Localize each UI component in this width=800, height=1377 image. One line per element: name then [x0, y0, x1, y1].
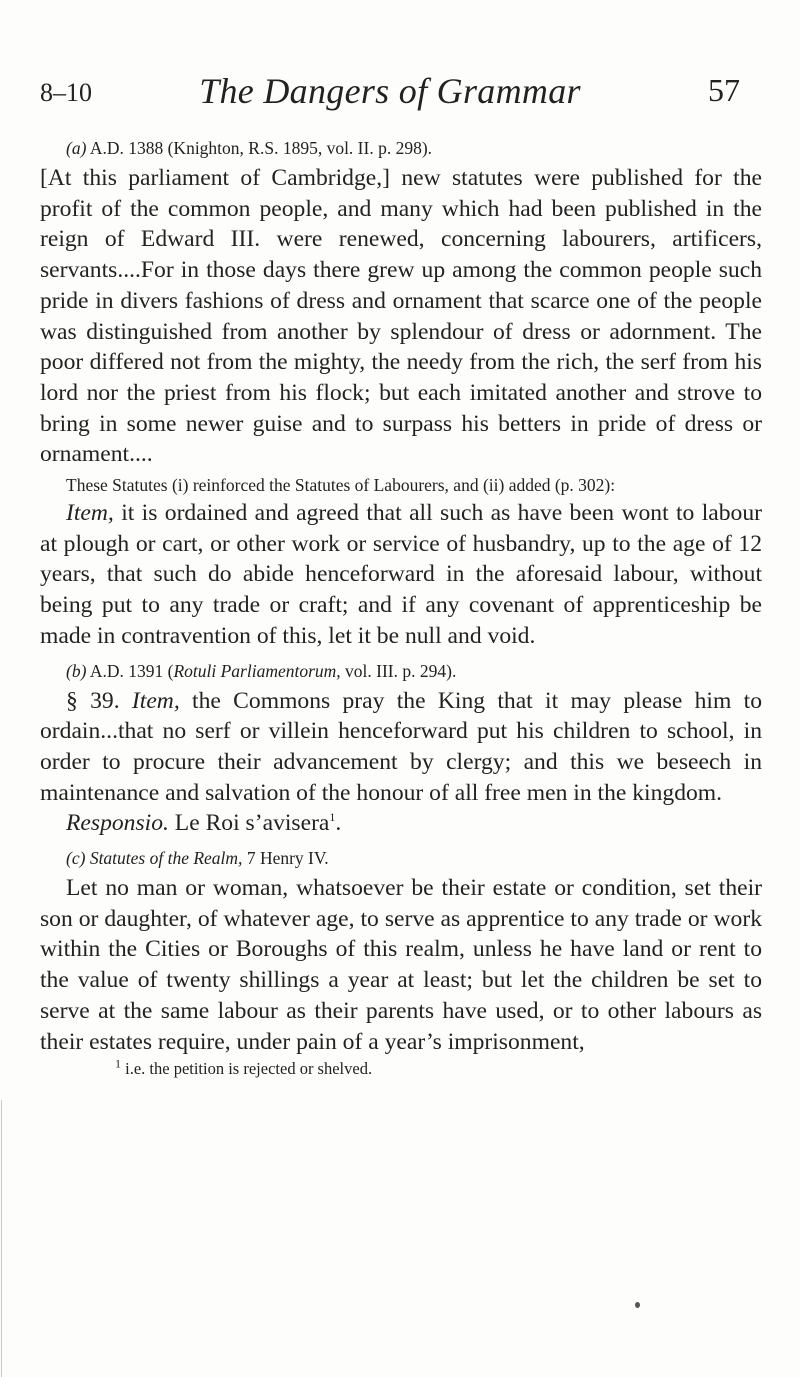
page-body	[40, 133, 762, 1081]
item-label-b: Item,	[131, 687, 180, 714]
responsio	[40, 808, 762, 839]
footnote-number: 1	[115, 1056, 121, 1071]
citation-a-label: (a)	[66, 138, 87, 158]
citation-b-source: Rotuli Parliamentorum,	[173, 660, 341, 681]
item-text-b: the Commons pray the King that it may please him to ordain...that no serf or villein henceforward put his children to school, in order to procure their advancement by clergy; and this we beseech in maintenance and salvation of the honour of all free men in the kingdom.	[40, 687, 763, 806]
footnote-text: i.e. the petition is rejected or shelved.	[121, 1059, 373, 1079]
citation-b	[40, 656, 762, 686]
responsio-text: Le Roi s’avisera	[168, 810, 330, 837]
citation-c	[40, 843, 762, 873]
responsio-end: .	[335, 810, 342, 837]
paragraph-c: Let no man or woman, whatsoever be their estate or condition, set their son or daughter, of whatever age, to serve as apprentice to any trade or work within the Cities or Boroughs of this realm, unless he have land or rent to the value of twenty shillings a year at least; but let the children be set to serve at the same labour as their parents have used, or to other labours as their estates require, under pain of a year’s imprisonment,	[40, 875, 762, 1055]
citation-b-suffix: vol. III. p. 294).	[340, 660, 457, 681]
page-edge	[1, 1100, 2, 1377]
clause-number: § 39.	[66, 687, 120, 714]
citation-a-text: A.D. 1388 (Knighton, R.S. 1895, vol. II. p. 298).	[89, 138, 433, 158]
section-range: 8–10	[40, 78, 92, 107]
running-title: The Dangers of Grammar	[199, 71, 581, 111]
page-number: 57	[708, 72, 740, 108]
footnote	[40, 1057, 762, 1081]
responsio-label: Responsio.	[66, 810, 169, 837]
item-label-a: Item,	[66, 500, 114, 527]
statutes-note: These Statutes (i) reinforced the Statutes of Labourers, and (ii) added (p. 302):	[66, 475, 616, 496]
item-text-a: it is ordained and agreed that all such as have been wont to labour at plough or cart, or other work or service of husbandry, up to the age of 12 years, that such do abide henceforward in the aforesaid labour, without being put to any trade or craft; and if any covenant of apprenticeship be made in contravention of this, let it be null and void.	[40, 500, 762, 649]
citation-b-label: (b)	[66, 660, 87, 681]
item-ordinance	[40, 498, 762, 652]
stray-mark	[635, 1302, 640, 1308]
citation-c-suffix: 7 Henry IV.	[242, 848, 329, 869]
paragraph-a: [At this parliament of Cambridge,] new statutes were published for the profit of the common people, and many which had been published in the reign of Edward III. were renewed, concerning labourers, artificers, servants....For in those days there grew up among the common people such pride in divers fashions of dress and ornament that scarce one of the people was distinguished from another by splendour of dress or adornment. The poor differed not from the mighty, the needy from the rich, the serf from his lord nor the priest from his flock; but each imitated another and strove to bring in some newer guise and to surpass his betters in pride of dress or ornament....	[40, 165, 762, 468]
citation-c-label: (c)	[66, 848, 86, 869]
footnote-ref: 1	[329, 810, 336, 825]
citation-c-source: Statutes of the Realm,	[89, 848, 243, 869]
paragraph-b	[40, 686, 762, 809]
running-header	[40, 70, 740, 114]
citation-b-prefix: A.D. 1391 (	[89, 660, 174, 681]
citation-a	[40, 133, 762, 163]
